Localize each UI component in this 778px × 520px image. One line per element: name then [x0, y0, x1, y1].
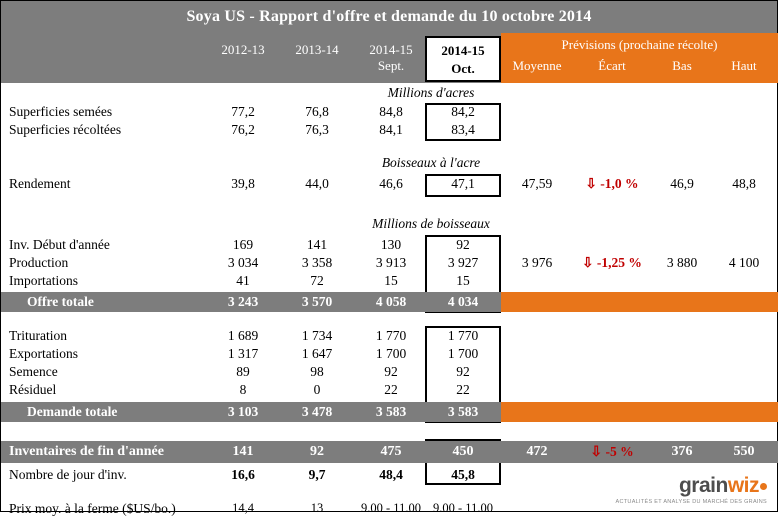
cell: 4 034	[447, 294, 479, 309]
cell: 46,6	[379, 176, 403, 191]
cell: 41	[236, 273, 250, 288]
row-demande-totale	[1, 402, 778, 422]
cell: 89	[236, 364, 250, 379]
unit-million-bushels: Millions de boisseaux	[372, 216, 490, 231]
col-head-oct-year: 2014-15	[441, 43, 485, 58]
row-label-prix-moyen: Prix moy. à la ferme ($US/bo.)	[9, 501, 176, 516]
cell: 472	[526, 444, 548, 459]
cell: 84,1	[379, 122, 403, 137]
cell: 98	[310, 364, 324, 379]
table-row	[1, 273, 778, 292]
cell: 1 317	[227, 346, 259, 361]
cell: 141	[306, 237, 328, 252]
cell: 14,4	[232, 501, 254, 515]
cell: 3 927	[447, 255, 479, 270]
col-head-haut: Haut	[731, 58, 757, 73]
cell: 169	[232, 237, 254, 252]
cell: 3 583	[447, 404, 479, 419]
cell: 15	[384, 273, 398, 288]
cell: 3 103	[227, 404, 259, 419]
unit-acres: Millions d'acres	[387, 85, 475, 100]
cell: 1 700	[375, 346, 407, 361]
cell: 8	[239, 382, 247, 397]
cell: 92	[456, 237, 470, 252]
cell: 13	[310, 501, 324, 515]
row-label-exportations: Exportations	[9, 346, 78, 361]
cell: 84,2	[451, 104, 475, 119]
row-label-production: Production	[9, 255, 69, 270]
cell: 376	[671, 444, 693, 459]
table-row	[1, 122, 778, 141]
cell: 48,4	[379, 467, 403, 482]
row-label-demande-totale: Demande totale	[27, 404, 118, 419]
cell: 1 770	[447, 328, 479, 343]
col-head-bas: Bas	[672, 58, 692, 73]
cell: 475	[380, 444, 402, 459]
cell: 3 913	[375, 255, 407, 270]
cell: 92	[456, 364, 470, 379]
band-orange	[501, 402, 778, 422]
logo-dot-icon	[760, 483, 767, 490]
logo-wordmark	[616, 474, 767, 498]
row-label-offre-totale: Offre totale	[27, 294, 94, 309]
cell: 84,8	[379, 104, 403, 119]
col-head-sept-sub: Sept.	[377, 58, 405, 73]
ecart-value: -5 %	[605, 444, 634, 459]
cell: 3 570	[301, 294, 333, 309]
cell: 4 100	[728, 255, 760, 270]
cell: 15	[456, 273, 470, 288]
cell: 46,9	[670, 176, 694, 191]
ecart-value: -1,25 %	[596, 255, 642, 270]
cell: 0	[313, 382, 321, 397]
cell: 1 734	[301, 328, 333, 343]
row-label-semence: Semence	[9, 364, 58, 379]
ecart-value: -1,0 %	[600, 176, 639, 191]
table-row	[1, 104, 778, 123]
table-row	[1, 255, 778, 274]
down-arrow-icon: ⇩	[590, 445, 603, 460]
cell: 130	[380, 237, 402, 252]
cell-ecart-rendement	[573, 176, 651, 192]
cell: 22	[456, 382, 470, 397]
cell: 9.00 - 11.00	[433, 501, 493, 515]
row-label-superficies-semees: Superficies semées	[9, 104, 113, 119]
table-row	[1, 346, 778, 365]
cell: 16,6	[231, 467, 255, 482]
col-head-2013-14: 2013-14	[295, 42, 339, 57]
table-row	[1, 364, 778, 383]
cell: 1 689	[227, 328, 259, 343]
row-offre-totale	[1, 292, 778, 312]
row-label-inventaires-fin: Inventaires de fin d'année	[9, 444, 164, 459]
logo-name-main: grain	[678, 474, 728, 497]
cell: 72	[310, 273, 324, 288]
cell: 550	[733, 444, 755, 459]
down-arrow-icon: ⇩	[582, 255, 594, 270]
cell: 77,2	[231, 104, 255, 119]
cell: 47,1	[451, 176, 475, 191]
cell: 92	[310, 444, 324, 459]
cell: 3 976	[521, 255, 553, 270]
cell: 44,0	[305, 176, 329, 191]
logo-tagline: ACTUALITÉS ET ANALYSE DU MARCHÉ DES GRAINS	[615, 499, 767, 505]
cell: 3 583	[375, 404, 407, 419]
cell: 83,4	[451, 122, 475, 137]
table-row	[1, 382, 778, 401]
cell: 450	[452, 444, 474, 459]
cell: 1 770	[375, 328, 407, 343]
cell: 22	[384, 382, 398, 397]
page-title: Soya US - Rapport d'offre et demande du 10 octobre 2014	[1, 1, 777, 33]
cell: 39,8	[231, 176, 255, 191]
cell: 1 700	[447, 346, 479, 361]
cell: 76,8	[305, 104, 329, 119]
logo-name-accent: wiz	[727, 474, 759, 497]
cell: 47,59	[521, 176, 553, 191]
table-row	[1, 237, 778, 256]
cell: 92	[384, 364, 398, 379]
band-orange	[501, 292, 778, 312]
row-inventaires-fin	[1, 441, 778, 463]
col-head-2014-15-oct-box	[425, 36, 501, 82]
row-label-trituration: Trituration	[9, 328, 68, 343]
col-head-ecart: Écart	[598, 58, 626, 73]
grainwiz-logo	[616, 474, 767, 505]
col-head-2014-15-sept: 2014-15	[369, 42, 413, 57]
cell: 3 478	[301, 404, 333, 419]
cell: 3 034	[227, 255, 259, 270]
col-head-oct-month: Oct.	[451, 61, 475, 76]
row-label-residuel: Résiduel	[9, 382, 57, 397]
table-row	[1, 328, 778, 347]
row-label-superficies-recoltees: Superficies récoltées	[9, 122, 122, 137]
cell: 3 358	[301, 255, 333, 270]
table-body	[1, 83, 777, 516]
unit-bushels-per-acre: Boisseaux à l'acre	[381, 155, 481, 170]
table-row	[1, 176, 778, 195]
table-header	[1, 33, 777, 83]
cell: 76,3	[305, 122, 329, 137]
cell-ecart-inventaires	[573, 444, 651, 461]
cell-ecart-production	[573, 255, 651, 271]
row-label-importations: Importations	[9, 273, 78, 288]
cell: 9,7	[308, 467, 326, 482]
row-label-inv-debut: Inv. Début d'année	[9, 237, 110, 252]
cell: 141	[232, 444, 254, 459]
cell: 4 058	[375, 294, 407, 309]
row-label-nombre-jour: Nombre de jour d'inv.	[9, 467, 127, 482]
col-head-moyenne: Moyenne	[512, 58, 562, 73]
cell: 1 647	[301, 346, 333, 361]
cell: 3 243	[227, 294, 259, 309]
down-arrow-icon: ⇩	[585, 176, 597, 191]
cell: 9.00 - 11.00	[361, 501, 421, 515]
forecast-group-label: Prévisions (prochaine récolte)	[561, 37, 718, 52]
cell: 45,8	[451, 467, 475, 482]
col-head-2012-13: 2012-13	[221, 42, 265, 57]
cell: 76,2	[231, 122, 255, 137]
cell: 3 880	[666, 255, 698, 270]
cell: 48,8	[732, 176, 756, 191]
row-label-rendement: Rendement	[9, 176, 71, 191]
